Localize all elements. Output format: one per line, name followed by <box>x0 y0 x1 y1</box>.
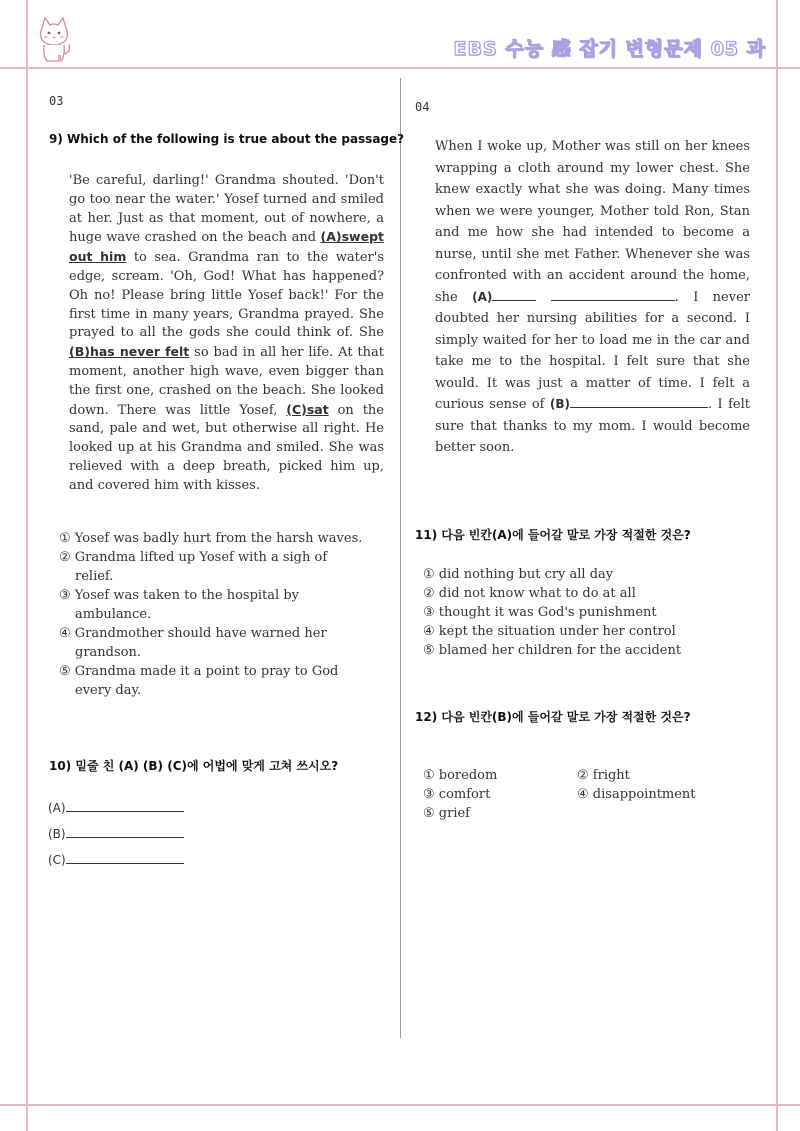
question-12-title: 12) 다음 빈칸(B)에 들어갈 말로 가장 적절한 것은? <box>415 710 691 724</box>
underline-b: (B)has never felt <box>69 344 190 360</box>
cat-logo-icon <box>34 14 74 64</box>
footer-rule <box>0 1104 800 1106</box>
answer-row-a: (A) <box>48 798 184 824</box>
underline-a: (A)swept out him <box>69 229 384 265</box>
blank-a-label: (A) <box>472 289 493 304</box>
column-divider <box>400 78 401 1038</box>
question-10-title: 10) 밑줄 친 (A) (B) (C)에 어법에 맞게 고쳐 쓰시오? <box>49 759 339 773</box>
question-04-passage: When I woke up, Mother was still on her knees wrapping a cloth around my lower chest. She knew exactly what she was doing. Many times when we were younger, Mother told Ron, Stan and me how she had intended to become a nurse, until she met Father. Whenever she was confronted with an accident around the home, she (A) . I never doubted her nursing abilities for a second. I simply waited for her to load me in the car and take me to the hospital. I felt sure that she would. It was just a matter of time. I felt a curious sense of (B) . I felt sure that thanks to my mom. I would become better soon. <box>435 139 751 455</box>
left-margin-rule <box>26 0 28 1131</box>
choice-11-3[interactable]: ③ thought it was God's punishment <box>423 605 657 620</box>
answer-row-b: (B) <box>48 824 184 850</box>
choice-11-4[interactable]: ④ kept the situation under her control <box>423 624 676 639</box>
choice-9-1[interactable]: ① Yosef was badly hurt from the harsh waves. <box>59 531 363 546</box>
question-9-title: 9) Which of the following is true about the passage? <box>49 132 405 146</box>
underline-c: (C)sat <box>286 401 329 417</box>
header-rule <box>0 67 800 69</box>
choice-12-3[interactable]: ③ comfort <box>423 787 491 802</box>
blank-b-label: (B) <box>549 397 571 411</box>
choice-12-5[interactable]: ⑤ grief <box>423 806 470 821</box>
question-11-choices <box>423 565 681 660</box>
answer-blank-c[interactable] <box>66 850 184 864</box>
header-title: EBS 수능 感 잡기 변형문제 05 과 <box>453 38 766 60</box>
blank-a-line-2 <box>551 287 675 301</box>
choice-12-2[interactable]: ② fright <box>577 768 630 783</box>
choice-11-1[interactable]: ① did nothing but cry all day <box>423 567 614 582</box>
choice-9-5[interactable]: ⑤ Grandma made it a point to pray to God every day. <box>59 664 339 698</box>
choice-9-2[interactable]: ② Grandma lifted up Yosef with a sigh of relief. <box>59 550 328 584</box>
blank-a-line-1 <box>492 287 536 301</box>
section-number-left: 03 <box>49 94 64 108</box>
choice-11-2[interactable]: ② did not know what to do at all <box>423 586 636 601</box>
answer-blank-a[interactable] <box>66 798 184 812</box>
choice-9-4[interactable]: ④ Grandmother should have warned her grandson. <box>59 626 327 660</box>
question-10-answers <box>48 798 184 876</box>
question-11-title: 11) 다음 빈칸(A)에 들어갈 말로 가장 적절한 것은? <box>415 528 691 542</box>
right-margin-rule <box>776 0 778 1131</box>
answer-row-c: (C) <box>48 850 184 876</box>
question-12-choices <box>423 766 753 826</box>
choice-11-5[interactable]: ⑤ blamed her children for the accident <box>423 643 682 658</box>
answer-blank-b[interactable] <box>66 824 184 838</box>
blank-b-line <box>570 394 708 408</box>
choice-12-4[interactable]: ④ disappointment <box>577 787 696 802</box>
question-9-passage: 'Be careful, darling!' Grandma shouted. 'Don't go too near the water.' Yosef turned and smiled at her. Just as that moment, out of nowhere, a huge wave crashed on the beach and (A)swept out him to sea. Grandma ran to the water's edge, scream. 'Oh, God! What has happened? Oh no! Please bring little Yosef back!' For the first time in many years, Grandma prayed. She prayed to all the gods she could think of. She (B)has never felt so bad in all her life. At that moment, another high wave, even bigger than the first one, crashed on the beach. She looked down. There was little Yosef, (C)sat on the sand, pale and wet, but otherwise all right. He looked up at his Grandma and smiled. She was relieved with a deep breath, picked him up, and covered him with kisses. <box>69 173 385 493</box>
choice-9-3[interactable]: ③ Yosef was taken to the hospital by ambulance. <box>59 588 299 622</box>
choice-12-1[interactable]: ① boredom <box>423 768 498 783</box>
section-number-right: 04 <box>415 100 430 114</box>
question-9-choices <box>59 529 362 700</box>
